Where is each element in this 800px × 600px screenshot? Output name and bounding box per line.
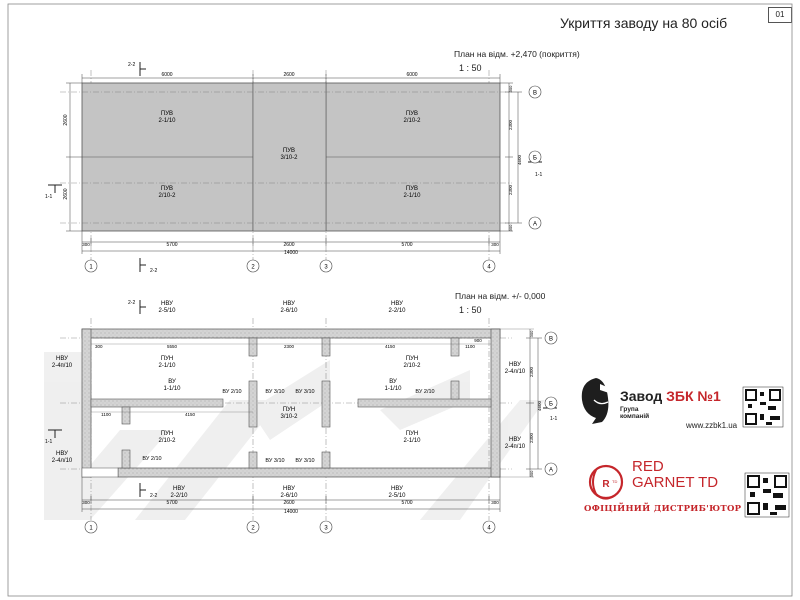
bottom-axis-row-2: Б bbox=[549, 401, 553, 408]
top-slab-2-type: 2/10-2 bbox=[403, 118, 421, 124]
bottom-right-wall-1-code: НВУ bbox=[509, 362, 521, 368]
bottom-inner-label-4: ВУ 2/10 bbox=[415, 389, 435, 395]
svg-text:TD: TD bbox=[612, 479, 618, 484]
top-axis-row-3: А bbox=[532, 221, 538, 228]
bottom-dim-right-1: 2300 bbox=[529, 366, 534, 378]
bottom-dim-top-5: 1100 bbox=[465, 344, 475, 349]
top-section-mark-top: 2-2 bbox=[128, 62, 136, 68]
bottom-inner-label-2: ВУ 3/10 bbox=[265, 389, 285, 395]
top-axis-col-4: 4 bbox=[487, 264, 491, 271]
bottom-left-wall-2-code: НВУ bbox=[56, 451, 68, 457]
top-axis-col-1: 1 bbox=[89, 264, 93, 271]
top-dim-top-3: 6000 bbox=[406, 72, 418, 78]
top-slab-5-code: ПУВ bbox=[405, 186, 419, 192]
bottom-dim-right-5: 300 bbox=[529, 470, 534, 478]
bottom-top-wall-2-type: 2-6/10 bbox=[280, 308, 298, 314]
top-axis-row-1: В bbox=[532, 90, 538, 97]
bottom-right-wall-2-code: НВУ bbox=[509, 437, 521, 443]
top-dim-total: 14000 bbox=[284, 250, 298, 256]
top-slab-1-code: ПУВ bbox=[160, 111, 174, 117]
top-dim-bot-2: 5700 bbox=[166, 242, 178, 248]
bottom-inner-label-5: ВУ 2/10 bbox=[142, 456, 162, 462]
top-axis-row-2: Б bbox=[533, 155, 537, 162]
bottom-dim-bot-5: 300 bbox=[491, 500, 499, 505]
svg-text:R: R bbox=[602, 479, 610, 490]
top-dim-bot-1: 300 bbox=[82, 242, 90, 247]
bottom-top-wall-3-type: 2-2/10 bbox=[388, 308, 406, 314]
bottom-axis-row-3: А bbox=[548, 467, 554, 474]
bottom-right-wall-1-type: 2-4л/10 bbox=[504, 369, 526, 375]
bottom-top-wall-1-code: НВУ bbox=[161, 301, 173, 307]
bottom-bot-wall-2-type: 2-6/10 bbox=[280, 493, 298, 499]
top-dim-left-2: 2600 bbox=[63, 188, 69, 200]
page-title: Укриття заводу на 80 осіб bbox=[560, 15, 728, 31]
red-garnet-logo-icon bbox=[590, 466, 622, 499]
bottom-inner-wall-2-type: 1-1/10 bbox=[384, 386, 402, 392]
bottom-dim-top-6: 900 bbox=[474, 338, 482, 343]
bottom-top-wall-1-type: 2-5/10 bbox=[158, 308, 176, 314]
bottom-bot-wall-1-type: 2-2/10 bbox=[170, 493, 188, 499]
bottom-side-section-left: 1-1 bbox=[45, 439, 53, 445]
bottom-slab-5-type: 2-1/10 bbox=[403, 438, 421, 444]
bottom-left-wall-2-type: 2-4л/10 bbox=[51, 458, 73, 464]
top-dim-right-5: 300 bbox=[508, 224, 513, 232]
bottom-axis-col-4: 4 bbox=[487, 525, 491, 532]
bottom-plan-scale: 1 : 50 bbox=[459, 305, 482, 315]
bottom-top-wall-2-code: НВУ bbox=[283, 301, 295, 307]
bottom-dim-right-2: 4600 bbox=[537, 400, 542, 412]
bottom-inner-label-7: ВУ 3/10 bbox=[295, 458, 315, 464]
top-axis-col-3: 3 bbox=[324, 264, 328, 271]
bottom-bot-wall-3-type: 2-5/10 bbox=[388, 493, 406, 499]
bottom-dim-mid-2: 4150 bbox=[184, 412, 196, 417]
top-side-section-left: 1-1 bbox=[45, 194, 53, 200]
bottom-dim-top-3: 2300 bbox=[283, 344, 295, 349]
top-dim-right-4: 300 bbox=[508, 85, 513, 93]
bottom-inner-wall-1-type: 1-1/10 bbox=[163, 386, 181, 392]
bottom-axis-row-1: В bbox=[548, 336, 554, 343]
bottom-dim-bot-1: 300 bbox=[82, 500, 90, 505]
zbk-brand-name: Завод ЗБК №1 bbox=[620, 388, 721, 404]
bottom-dim-top-2: 5550 bbox=[166, 344, 178, 349]
zbk-logo-icon bbox=[582, 378, 614, 424]
bottom-plan-label: План на відм. +/- 0,000 bbox=[455, 291, 546, 301]
bottom-inner-label-3: ВУ 3/10 bbox=[295, 389, 315, 395]
bottom-dim-bot-2: 5700 bbox=[166, 500, 178, 506]
bottom-right-wall-2-type: 2-4п/10 bbox=[504, 444, 526, 450]
qr-code-icon bbox=[743, 387, 783, 427]
bottom-dim-total: 14000 bbox=[284, 509, 298, 515]
bottom-slab-4-type: 2/10-2 bbox=[158, 438, 176, 444]
bottom-top-wall-3-code: НВУ bbox=[391, 301, 403, 307]
top-slab-2-code: ПУВ bbox=[405, 111, 419, 117]
bottom-slab-2-type: 2/10-2 bbox=[403, 363, 421, 369]
top-section-mark-bottom: 2-2 bbox=[150, 268, 158, 274]
bottom-slab-3-type: 3/10-2 bbox=[280, 414, 298, 420]
bottom-slab-2-code: ПУН bbox=[405, 356, 419, 362]
bottom-inner-wall-1-code: ВУ bbox=[168, 379, 176, 385]
top-plan-scale: 1 : 50 bbox=[459, 63, 482, 73]
bottom-axis-col-1: 1 bbox=[89, 525, 93, 532]
bottom-inner-label-6: ВУ 3/10 bbox=[265, 458, 285, 464]
top-dim-bot-3: 2600 bbox=[283, 242, 295, 248]
top-slab-3-code: ПУВ bbox=[282, 148, 296, 154]
top-dim-bot-4: 5700 bbox=[401, 242, 413, 248]
top-dim-bot-5: 300 bbox=[491, 242, 499, 247]
bottom-inner-wall-2-code: ВУ bbox=[389, 379, 397, 385]
official-distributor-label: ОФІЦІЙНИЙ ДИСТРИБ'ЮТОР bbox=[584, 504, 742, 514]
bottom-side-section-right: 1-1 bbox=[550, 416, 558, 422]
top-dim-right-3: 2300 bbox=[508, 184, 513, 196]
bottom-slab-4-code: ПУН bbox=[160, 431, 174, 437]
top-slab-5-type: 2-1/10 bbox=[403, 193, 421, 199]
bottom-plan bbox=[44, 300, 557, 533]
zbk-url: www.zzbk1.ua bbox=[686, 421, 738, 430]
bottom-dim-mid-1: 1100 bbox=[101, 412, 111, 417]
bottom-dim-bot-4: 5700 bbox=[401, 500, 413, 506]
top-plan bbox=[45, 62, 542, 274]
bottom-dim-right-3: 2300 bbox=[529, 432, 534, 444]
red-garnet-name-line1: RED bbox=[632, 458, 664, 475]
bottom-inner-label-1: ВУ 2/10 bbox=[222, 389, 242, 395]
bottom-dim-top-1: 300 bbox=[95, 344, 103, 349]
red-garnet-name-line2: GARNET TD bbox=[632, 474, 719, 491]
bottom-dim-bot-3: 2600 bbox=[283, 500, 295, 506]
top-slab-3-type: 3/10-2 bbox=[280, 155, 298, 161]
bottom-slab-5-code: ПУН bbox=[405, 431, 419, 437]
bottom-slab-3-code: ПУН bbox=[282, 407, 296, 413]
top-dim-top-2: 2600 bbox=[283, 72, 295, 78]
top-slab-4-type: 2/10-2 bbox=[158, 193, 176, 199]
bottom-dim-right-4: 300 bbox=[529, 330, 534, 338]
bottom-bot-wall-1-code: НВУ bbox=[173, 486, 185, 492]
bottom-section-mark-bottom: 2-2 bbox=[150, 493, 158, 499]
bottom-section-mark-top: 2-2 bbox=[128, 300, 136, 306]
top-dim-top-1: 6000 bbox=[161, 72, 173, 78]
qr-code-icon bbox=[745, 473, 789, 517]
bottom-left-wall-1-type: 2-4п/10 bbox=[51, 363, 73, 369]
sheet-number: 01 bbox=[768, 7, 792, 23]
top-slab-1-type: 2-1/10 bbox=[158, 118, 176, 124]
bottom-left-wall-1-code: НВУ bbox=[56, 356, 68, 362]
top-axis-col-2: 2 bbox=[251, 264, 255, 271]
bottom-axis-col-2: 2 bbox=[251, 525, 255, 532]
bottom-slab-1-type: 2-1/10 bbox=[158, 363, 176, 369]
top-side-section-right: 1-1 bbox=[535, 172, 543, 178]
top-dim-right-2: 4600 bbox=[517, 154, 522, 166]
top-slab-4-code: ПУВ bbox=[160, 186, 174, 192]
bottom-bot-wall-2-code: НВУ bbox=[283, 486, 295, 492]
zbk-group-label: Група компаній bbox=[620, 406, 650, 420]
bottom-axis-col-3: 3 bbox=[324, 525, 328, 532]
bottom-bot-wall-3-code: НВУ bbox=[391, 486, 403, 492]
bottom-slab-1-code: ПУН bbox=[160, 356, 174, 362]
top-dim-left-1: 2600 bbox=[63, 114, 69, 126]
bottom-dim-top-4: 4150 bbox=[384, 344, 396, 349]
top-plan-label: План на відм. +2,470 (покриття) bbox=[454, 49, 580, 59]
top-dim-right-1: 2300 bbox=[508, 119, 513, 131]
